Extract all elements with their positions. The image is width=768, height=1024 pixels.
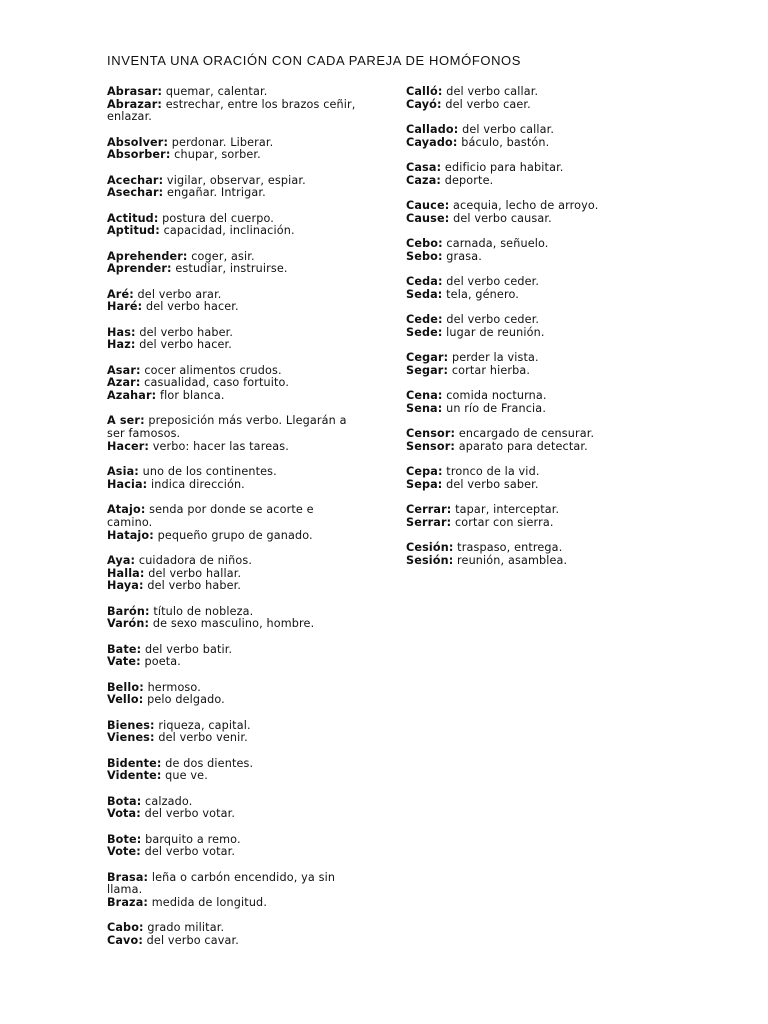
entry-definition: cortar hierba. — [448, 363, 531, 377]
homophone-entry — [107, 415, 357, 440]
entry-word: Cerrar: — [406, 503, 452, 516]
entry-word: Bello: — [107, 680, 144, 694]
homophone-group — [406, 162, 611, 187]
entry-word: Sepa: — [406, 477, 443, 491]
entry-definition: un río de Francia. — [442, 401, 547, 415]
homophone-entry — [406, 517, 611, 530]
entry-word: Segar: — [406, 363, 449, 377]
entry-definition: hermoso. — [143, 680, 201, 694]
entry-word: Asar: — [107, 363, 141, 377]
homophone-entry — [107, 618, 357, 631]
homophone-entry — [107, 479, 357, 492]
homophone-entry — [107, 225, 357, 238]
entry-word: Atajo: — [107, 503, 146, 517]
homophone-group — [107, 137, 357, 162]
entry-word: Has: — [107, 325, 136, 339]
homophone-group — [107, 606, 357, 631]
entry-definition: barquito a remo. — [141, 832, 241, 846]
homophone-group — [406, 466, 611, 491]
homophone-group — [107, 213, 357, 238]
entry-word: Callado: — [406, 123, 459, 136]
homophone-entry — [406, 99, 611, 112]
entry-definition: coger, asir. — [187, 249, 255, 263]
entry-word: Sebo: — [406, 249, 443, 263]
entry-definition: vigilar, observar, espiar. — [163, 173, 306, 187]
homophone-group — [107, 415, 357, 453]
homophone-group — [406, 238, 611, 263]
entry-word: Brasa: — [107, 870, 149, 884]
entry-word: Cause: — [406, 211, 450, 225]
homophone-entry — [107, 770, 357, 783]
entry-word: Cesión: — [406, 541, 454, 554]
homophone-group — [107, 466, 357, 491]
entry-definition: capacidad, inclinación. — [159, 224, 295, 238]
homophone-entry — [107, 872, 357, 897]
entry-definition: riqueza, capital. — [154, 718, 251, 732]
homophone-group — [107, 289, 357, 314]
entry-definition: del verbo ceder. — [442, 313, 540, 326]
homophone-entry — [406, 213, 611, 226]
homophone-entry — [107, 732, 357, 745]
homophone-entry — [107, 530, 357, 543]
entry-definition: pequeño grupo de ganado. — [153, 528, 313, 542]
entry-word: Cavo: — [107, 933, 143, 947]
entry-definition: quemar, calentar. — [162, 85, 268, 98]
homophone-entry — [107, 580, 357, 593]
homophone-group — [107, 327, 357, 352]
homophone-entry — [107, 263, 357, 276]
homophone-group — [406, 504, 611, 529]
right-column — [406, 86, 611, 580]
entry-definition: acequia, lecho de arroyo. — [449, 199, 599, 212]
entry-word: Sensor: — [406, 439, 455, 453]
entry-word: Hacer: — [107, 439, 150, 453]
entry-definition: del verbo votar. — [140, 807, 236, 821]
homophone-entry — [107, 99, 357, 124]
entry-definition: indica dirección. — [147, 477, 245, 491]
entry-definition: grasa. — [442, 249, 482, 263]
entry-definition: del verbo ceder. — [442, 275, 540, 288]
entry-word: Haya: — [107, 579, 144, 593]
entry-definition: aparato para detectar. — [455, 439, 588, 453]
entry-definition: de dos dientes. — [161, 756, 254, 770]
entry-definition: cuidadora de niños. — [135, 553, 253, 567]
entry-definition: cortar con sierra. — [451, 515, 554, 529]
entry-word: Serrar: — [406, 515, 452, 529]
entry-definition: postura del cuerpo. — [158, 211, 274, 225]
entry-definition: calzado. — [141, 794, 193, 808]
entry-word: Vate: — [107, 655, 141, 669]
homophone-group — [406, 86, 611, 111]
entry-definition: perdonar. Liberar. — [168, 135, 274, 149]
entry-definition: del verbo votar. — [140, 845, 236, 859]
homophone-group — [107, 175, 357, 200]
entry-definition: del verbo haber. — [135, 325, 234, 339]
entry-word: Censor: — [406, 427, 456, 440]
entry-word: Aya: — [107, 553, 136, 567]
entry-word: Abrazar: — [107, 97, 162, 111]
entry-word: Abrasar: — [107, 85, 163, 98]
homophone-entry — [406, 403, 611, 416]
homophone-entry — [107, 187, 357, 200]
entry-definition: estrechar, entre los brazos ceñir, enlazar. — [107, 97, 356, 124]
homophone-entry — [406, 175, 611, 188]
entry-word: Cepa: — [406, 465, 443, 478]
entry-word: Aprehender: — [107, 249, 188, 263]
entry-word: Cegar: — [406, 351, 449, 364]
entry-word: Cayó: — [406, 97, 442, 111]
homophone-entry — [107, 694, 357, 707]
homophone-group — [406, 314, 611, 339]
entry-definition: encargado de censurar. — [455, 427, 595, 440]
homophone-entry — [107, 339, 357, 352]
entry-definition: traspaso, entrega. — [453, 541, 563, 554]
homophone-group — [107, 922, 357, 947]
homophone-entry — [406, 289, 611, 302]
entry-definition: del verbo haber. — [143, 579, 242, 593]
homophone-entry — [406, 441, 611, 454]
homophone-group — [107, 251, 357, 276]
entry-definition: poeta. — [140, 655, 181, 669]
entry-definition: del verbo callar. — [458, 123, 555, 136]
entry-word: Actitud: — [107, 211, 159, 225]
homophone-entry — [107, 441, 357, 454]
entry-definition: carnada, señuelo. — [442, 237, 549, 250]
entry-word: Bienes: — [107, 718, 155, 732]
entry-word: Vienes: — [107, 731, 155, 745]
homophone-group — [107, 644, 357, 669]
homophone-group — [107, 504, 357, 542]
homophone-group — [406, 352, 611, 377]
entry-word: Cede: — [406, 313, 443, 326]
entry-word: Halla: — [107, 566, 145, 580]
homophone-group — [107, 682, 357, 707]
entry-definition: báculo, bastón. — [457, 135, 550, 149]
entry-word: Sede: — [406, 325, 443, 339]
homophone-group — [107, 365, 357, 403]
entry-word: Aré: — [107, 287, 134, 301]
entry-word: Hatajo: — [107, 528, 154, 542]
entry-word: Aptitud: — [107, 224, 160, 238]
entry-word: Aprender: — [107, 262, 172, 276]
entry-definition: del verbo arar. — [133, 287, 222, 301]
entry-word: Absorber: — [107, 148, 171, 162]
entry-word: Bate: — [107, 642, 142, 656]
entry-word: Vello: — [107, 693, 144, 707]
entry-word: Barón: — [107, 604, 150, 618]
entry-word: Azar: — [107, 376, 141, 390]
entry-definition: de sexo masculino, hombre. — [149, 617, 315, 631]
homophone-group — [107, 796, 357, 821]
entry-definition: que ve. — [161, 769, 208, 783]
homophone-entry — [107, 808, 357, 821]
entry-definition: cocer alimentos crudos. — [140, 363, 282, 377]
entry-word: Acechar: — [107, 173, 164, 187]
entry-word: Cauce: — [406, 199, 450, 212]
entry-definition: deporte. — [441, 173, 494, 187]
homophone-group — [406, 428, 611, 453]
entry-definition: flor blanca. — [156, 389, 225, 403]
entry-word: Absolver: — [107, 135, 169, 149]
homophone-entry — [406, 251, 611, 264]
entry-definition: edificio para habitar. — [441, 161, 564, 174]
entry-definition: pelo delgado. — [143, 693, 225, 707]
entry-word: Hacia: — [107, 477, 148, 491]
homophone-group — [107, 758, 357, 783]
entry-word: Sesión: — [406, 553, 454, 567]
homophone-group — [406, 542, 611, 567]
entry-word: Cena: — [406, 389, 443, 402]
homophone-group — [107, 86, 357, 124]
homophone-entry — [107, 656, 357, 669]
entry-definition: del verbo hacer. — [135, 338, 232, 352]
homophone-group — [107, 720, 357, 745]
entry-word: Bidente: — [107, 756, 162, 770]
entry-definition: del verbo batir. — [141, 642, 233, 656]
entry-word: Haz: — [107, 338, 136, 352]
entry-word: Calló: — [406, 85, 443, 98]
entry-definition: tela, género. — [442, 287, 519, 301]
entry-word: Bote: — [107, 832, 142, 846]
homophone-entry — [107, 504, 357, 529]
entry-definition: uno de los continentes. — [138, 465, 277, 479]
entry-definition: preposición más verbo. Llegarán a ser famosos. — [107, 414, 347, 441]
entry-word: Cayado: — [406, 135, 458, 149]
entry-word: Seda: — [406, 287, 443, 301]
entry-definition: engañar. Intrigar. — [163, 186, 266, 200]
entry-definition: del verbo venir. — [154, 731, 248, 745]
entry-definition: reunión, asamblea. — [453, 553, 568, 567]
entry-word: Sena: — [406, 401, 443, 415]
entry-word: Asia: — [107, 465, 139, 479]
entry-definition: del verbo callar. — [442, 85, 539, 98]
entry-definition: del verbo hacer. — [142, 300, 239, 314]
entry-word: Cebo: — [406, 237, 443, 250]
entry-word: Vidente: — [107, 769, 162, 783]
homophone-entry — [406, 137, 611, 150]
homophone-entry — [406, 327, 611, 340]
homophone-group — [406, 200, 611, 225]
entry-word: Vote: — [107, 845, 141, 859]
entry-definition: medida de longitud. — [148, 895, 268, 909]
entry-definition: perder la vista. — [448, 351, 539, 364]
entry-definition: grado militar. — [143, 921, 225, 935]
page-title: INVENTA UNA ORACIÓN CON CADA PAREJA DE HOMÓFONOS — [107, 53, 522, 68]
homophone-group — [406, 390, 611, 415]
homophone-group — [107, 834, 357, 859]
entry-definition: del verbo caer. — [441, 97, 531, 111]
homophone-entry — [107, 897, 357, 910]
homophone-entry — [107, 935, 357, 948]
entry-word: Cabo: — [107, 921, 144, 935]
entry-definition: del verbo saber. — [442, 477, 539, 491]
entry-definition: verbo: hacer las tareas. — [149, 439, 289, 453]
homophone-group — [107, 872, 357, 910]
homophone-entry — [406, 555, 611, 568]
entry-word: Vota: — [107, 807, 141, 821]
entry-word: Casa: — [406, 161, 442, 174]
entry-definition: título de nobleza. — [149, 604, 254, 618]
homophone-group — [406, 276, 611, 301]
entry-word: Azahar: — [107, 389, 157, 403]
entry-word: Bota: — [107, 794, 142, 808]
homophone-entry — [406, 479, 611, 492]
entry-definition: chupar, sorber. — [170, 148, 261, 162]
entry-definition: lugar de reunión. — [442, 325, 545, 339]
left-column — [107, 86, 357, 960]
homophone-entry — [406, 365, 611, 378]
entry-word: Varón: — [107, 617, 150, 631]
entry-definition: comida nocturna. — [442, 389, 547, 402]
entry-definition: leña o carbón encendido, ya sin llama. — [107, 870, 336, 897]
homophone-entry — [107, 846, 357, 859]
entry-definition: del verbo hallar. — [144, 566, 242, 580]
homophone-group — [107, 555, 357, 593]
entry-word: Ceda: — [406, 275, 443, 288]
entry-word: Asechar: — [107, 186, 164, 200]
entry-definition: del verbo cavar. — [142, 933, 239, 947]
homophone-group — [406, 124, 611, 149]
entry-definition: tronco de la vid. — [442, 465, 540, 478]
entry-word: Braza: — [107, 895, 149, 909]
entry-word: Caza: — [406, 173, 442, 187]
entry-definition: del verbo causar. — [449, 211, 552, 225]
entry-definition: casualidad, caso fortuito. — [140, 376, 290, 390]
entry-word: Haré: — [107, 300, 143, 314]
homophone-entry — [107, 149, 357, 162]
entry-definition: senda por donde se acorte e camino. — [107, 503, 314, 529]
entry-word: A ser: — [107, 414, 145, 428]
homophone-entry — [107, 301, 357, 314]
entry-definition: tapar, interceptar. — [451, 503, 560, 516]
homophone-entry — [107, 390, 357, 403]
entry-definition: estudiar, instruirse. — [171, 262, 288, 276]
